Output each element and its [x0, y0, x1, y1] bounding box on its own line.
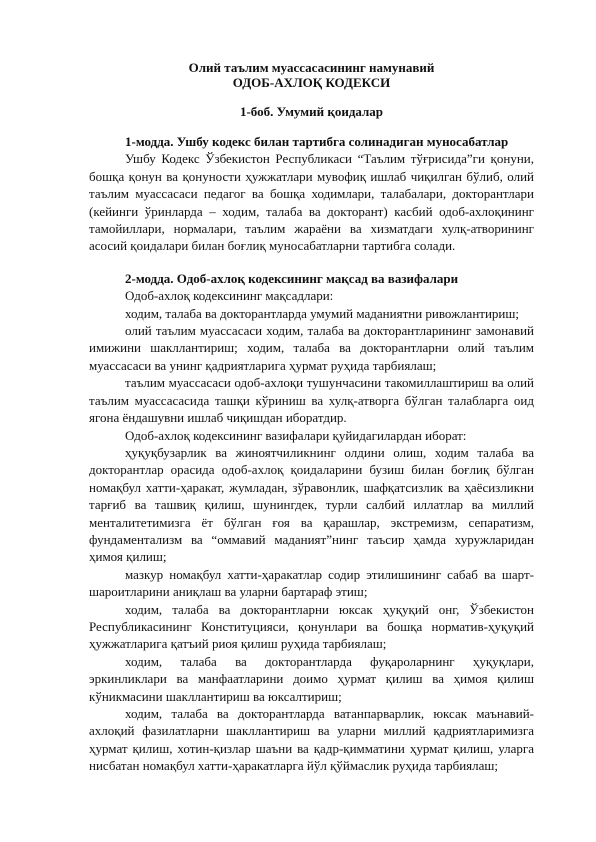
article-1-paragraph: Ушбу Кодекс Ўзбекистон Республикаси “Таълим тўғрисида”ги қонуни, бошқа қонун ва қонуности ҳужжатлари мувофиқ ишлаб чиқилган бўлиб, олий таълим муассасаси педагог ва бошқа ходимлари, талабалари, докторантлари (кейинги ўринларда – ходим, талаба ва докторант) касбий одоб-ахлоқининг тамойиллари, нормалари, таълим жараёни ва хизматдаги хулқ-атворининг асосий қоидалари билан боғлиқ муносабатларни тартибга солади.	[89, 151, 534, 254]
article-2-paragraph: ходим, талаба ва докторантларда умумий маданиятни ривожлантириш;	[125, 305, 520, 321]
article-2-paragraph: олий таълим муассасаси ходим, талаба ва докторантларининг замонавий имижини шакллантириш; ходим, талаба ва докторантларни олий таълим муассасаси ва унинг қадриятларига ҳурмат руҳида тарбиялаш;	[89, 323, 534, 373]
article-2-paragraph: таълим муассасаси одоб-ахлоқи тушунчасини такомиллаштириш ва олий таълим муассасасида ташқи кўриниш ва хулқ-атворга бўлган талабларга оид ягона ёндашувни ишлаб чиқишдан иборатдир.	[89, 375, 534, 426]
document-title-line-1: Олий таълим муассасасининг намунавий	[188, 60, 435, 75]
section-spacer	[89, 255, 534, 270]
article-2-paragraph: ходим, талаба ва докторантларда фуқароларнинг ҳуқуқлари, эркинликлари ва манфаатларини доимо ҳурмат қилиш ва ҳимоя қилиш кўникмасини шакллантириш ва юксалтириш;	[89, 653, 534, 704]
article-2-paragraph: Одоб-ахлоқ кодексининг вазифалари қуйидагилардан иборат:	[125, 427, 467, 443]
chapter-heading: 1-боб. Умумий қоидалар	[239, 104, 384, 119]
article-2-heading: 2-модда. Одоб-ахлоқ кодексининг мақсад ва вазифалари	[125, 270, 459, 286]
article-2-paragraph: Одоб-ахлоқ кодексининг мақсадлари:	[125, 288, 334, 304]
article-2-paragraph: ҳуқуқбузарлик ва жиноятчиликнинг олдини олиш, ходим талаба ва докторантлар орасида одоб-ахлоқ қоидаларини бузиш билан боғлиқ бўлган номақбул хатти-ҳаракат, жумладан, зўравонлик, шафқатсизлик ва ҳаёсизликни тарғиб ва ташвиқ қилиш, шунингдек, турли салбий иллатлар ва миллий менталитетимизга ёт бўлган ғоя ва қарашлар, экстремизм, сепаратизм, фундаментализм ва “оммавий маданият”нинг таъсир ҳамда хуружларидан ҳимоя қилиш;	[89, 444, 534, 565]
article-1-heading: 1-модда. Ушбу кодекс билан тартибга солинадиган муносабатлар	[125, 134, 509, 149]
article-2-paragraph: ходим, талаба ва докторантларни юксак ҳуқуқий онг, Ўзбекистон Республикасининг Конституцияси, қонунлари ва бошқа норматив-ҳуқуқий ҳужжатларига қатъий риоя қилиш руҳида тарбиялаш;	[89, 601, 534, 652]
document-title-line-2: ОДОБ-АХЛОҚ КОДЕКСИ	[232, 75, 391, 90]
document-page	[89, 60, 534, 775]
article-2-paragraph: мазкур номақбул хатти-ҳаракатлар содир этилишининг сабаб ва шарт-шароитларини аниқлаш ва уларни бартараф этиш;	[89, 566, 534, 600]
article-2-paragraph: ходим, талаба ва докторантларда ватанпарварлик, юксак маънавий-ахлоқий фазилатларни шакллантириш ва уларни миллий қадриятларимизга ҳурмат қилиш, хотин-қизлар шаъни ва қадр-қимматини ҳурмат қилиш, уларга нисбатан номақбул хатти-ҳаракатларга йўл қўймаслик руҳида тарбиялаш;	[89, 706, 534, 774]
